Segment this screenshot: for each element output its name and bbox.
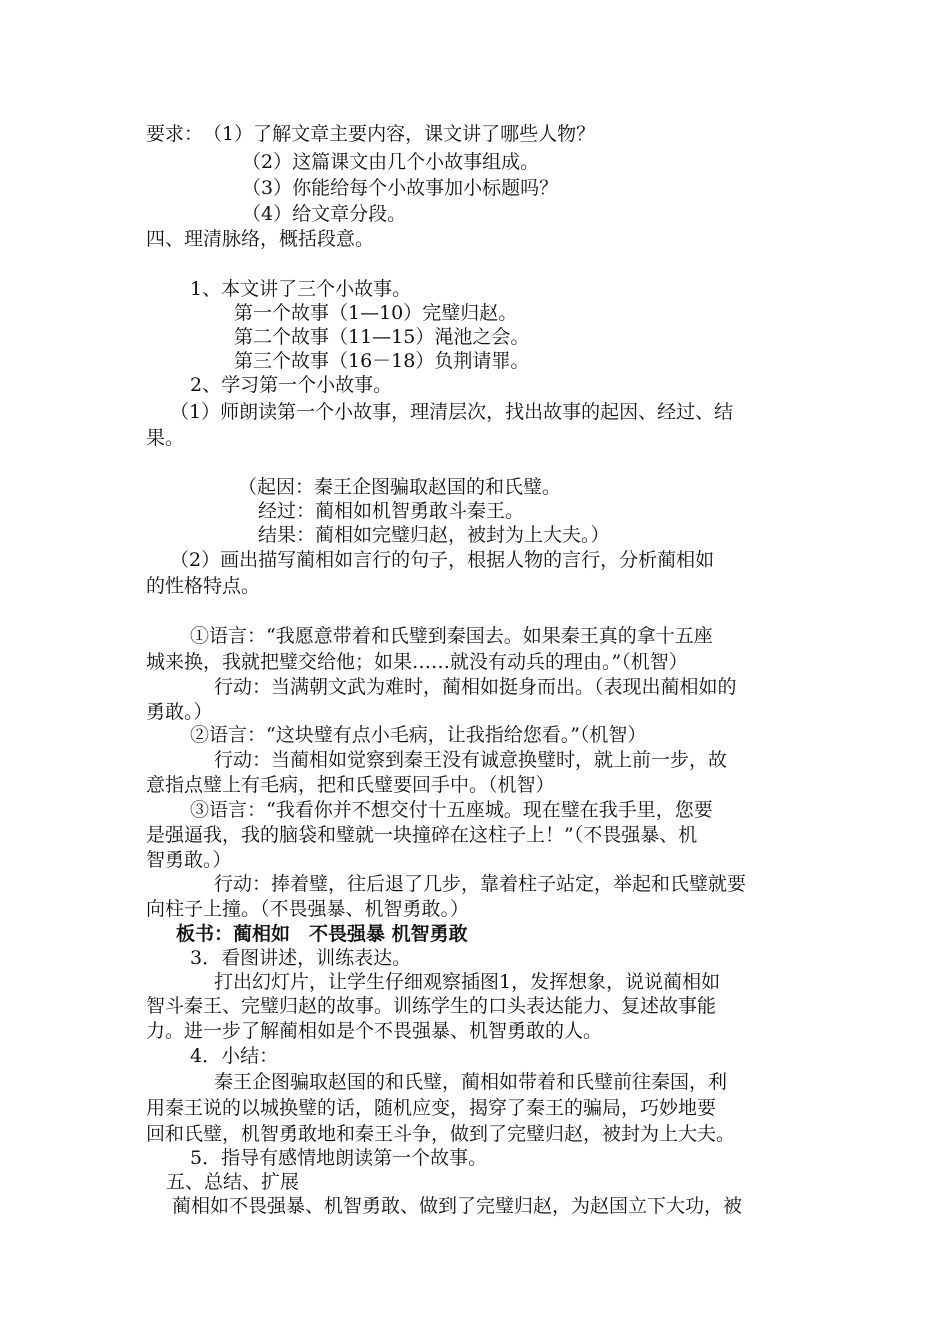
paragraph-line: 蔺相如不畏强暴、机智勇敢、做到了完璧归赵，为赵国立下大功，被 <box>172 1195 743 1217</box>
story-3: 第三个故事（16－18）负荆请罪。 <box>234 350 530 372</box>
requirement-line-2: （2）这篇课文由几个小故事组成。 <box>242 151 540 173</box>
quote-line: 城来换，我就把璧交给他；如果……就没有动兵的理由。”（机智） <box>146 651 688 673</box>
point-2: 2、学习第一个小故事。 <box>190 374 393 396</box>
paragraph-line: 智斗秦王、完璧归赵的故事。训练学生的口头表达能力、复述故事能 <box>146 995 717 1017</box>
requirement-line-4: （4）给文章分段。 <box>242 203 407 225</box>
quote-line: ①语言：“我愿意带着和氏璧到秦国去。如果秦王真的拿十五座 <box>190 625 713 647</box>
point-3: 3．看图讲述，训练表达。 <box>190 947 412 969</box>
requirement-line-1: 要求： （1）了解文章主要内容，课文讲了哪些人物？ <box>146 123 596 145</box>
paragraph-line: 打出幻灯片，让学生仔细观察插图1，发挥想象，说说蔺相如 <box>214 971 721 993</box>
point-4: 4．小结： <box>190 1045 279 1067</box>
process-line: 经过：蔺相如机智勇敢斗秦王。 <box>258 500 525 522</box>
paragraph-line: （2）画出描写蔺相如言行的句子，根据人物的言行，分析蔺相如 <box>170 549 715 571</box>
action-line: 勇敢。） <box>146 701 213 723</box>
quote-line: ③语言：“我看你并不想交付十五座城。现在璧在我手里，您要 <box>190 799 713 821</box>
paragraph-line: 用秦王说的以城换璧的话，随机应变，揭穿了秦王的骗局，巧妙地要 <box>146 1097 717 1119</box>
quote-line: 是强逼我，我的脑袋和璧就一块撞碎在这柱子上！”（不畏强暴、机 <box>146 824 698 846</box>
action-line: 行动：当满朝文武为难时，蔺相如挺身而出。（表现出蔺相如的 <box>214 676 737 698</box>
paragraph-line: 秦王企图骗取赵国的和氏璧，蔺相如带着和氏璧前往秦国，利 <box>214 1071 728 1093</box>
point-5: 5．指导有感情地朗读第一个故事。 <box>190 1147 488 1169</box>
action-line: 行动：捧着璧，往后退了几步，靠着柱子站定，举起和氏璧就要 <box>214 873 747 895</box>
action-line: 向柱子上撞。（不畏强暴、机智勇敢。） <box>146 898 470 920</box>
action-line: 行动：当蔺相如觉察到秦王没有诚意换璧时，就上前一步，故 <box>214 749 728 771</box>
action-line: 意指点璧上有毛病，把和氏璧要回手中。（机智） <box>146 774 555 796</box>
blackboard-summary: 板书：蔺相如 不畏强暴 机智勇敢 <box>176 923 468 945</box>
section-heading-5: 五、总结、扩展 <box>166 1171 300 1193</box>
result-line: 结果：蔺相如完璧归赵，被封为上大夫。） <box>258 524 610 546</box>
paragraph-line: （1）师朗读第一个小故事，理清层次，找出故事的起因、经过、结 <box>170 401 734 423</box>
requirement-line-3: （3）你能给每个小故事加小标题吗？ <box>242 177 559 199</box>
quote-line: ②语言：“这块璧有点小毛病，让我指给您看。”（机智） <box>190 724 647 746</box>
story-1: 第一个故事（1—10）完璧归赵。 <box>234 302 518 324</box>
point-1: 1、本文讲了三个小故事。 <box>190 278 412 300</box>
quote-line: 智勇敢。） <box>146 849 232 871</box>
story-2: 第二个故事（11—15）渑池之会。 <box>234 326 530 348</box>
cause-line: （起因：秦王企图骗取赵国的和氏璧。 <box>238 476 562 498</box>
section-heading-4: 四、理清脉络，概括段意。 <box>146 228 375 250</box>
paragraph-line: 的性格特点。 <box>146 575 261 597</box>
paragraph-line: 力。进一步了解蔺相如是个不畏强暴、机智勇敢的人。 <box>146 1020 603 1042</box>
paragraph-line: 果。 <box>146 427 185 449</box>
paragraph-line: 回和氏璧，机智勇敢地和秦王斗争，做到了完璧归赵，被封为上大夫。 <box>146 1123 736 1145</box>
